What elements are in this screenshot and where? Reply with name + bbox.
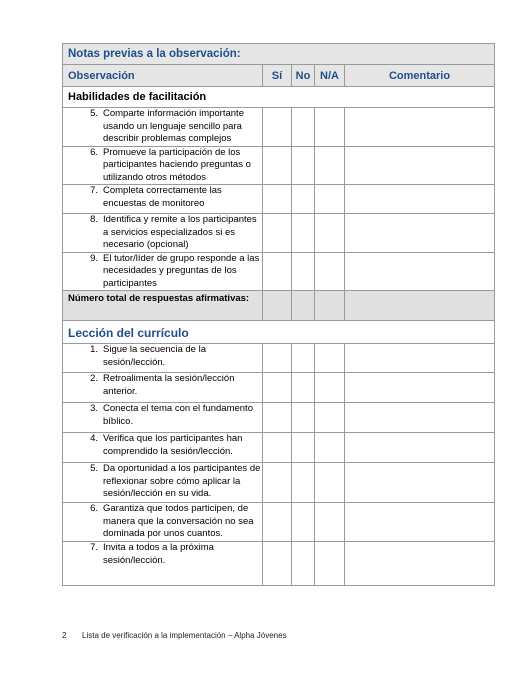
yes-cell[interactable] [263,146,292,185]
item-number: 5. [90,108,98,119]
header-comment: Comentario [345,65,495,87]
table-row [63,214,495,253]
table-row [63,403,495,433]
table-row [63,373,495,403]
item-number: 1. [90,344,98,355]
table-row [63,463,495,503]
na-cell[interactable] [315,463,345,503]
table-header-row [63,65,495,87]
comment-cell[interactable] [345,503,495,542]
section-title-facilitation: Habilidades de facilitación [63,87,495,108]
na-cell[interactable] [315,108,345,147]
total-comment-cell[interactable] [345,291,495,321]
na-cell[interactable] [315,214,345,253]
yes-cell[interactable] [263,503,292,542]
total-no-cell[interactable] [292,291,315,321]
na-cell[interactable] [315,433,345,463]
header-observation: Observación [63,65,263,87]
header-na: N/A [315,65,345,87]
table-row [63,542,495,586]
yes-cell[interactable] [263,344,292,373]
comment-cell[interactable] [345,463,495,503]
item-number: 7. [90,542,98,553]
item-text: Verifica que los participantes han comprendido la sesión/lección. [103,433,243,457]
no-cell[interactable] [292,373,315,403]
table-row [63,433,495,463]
comment-cell[interactable] [345,252,495,291]
no-cell[interactable] [292,463,315,503]
total-yes-cell[interactable] [263,291,292,321]
yes-cell[interactable] [263,252,292,291]
notes-row [63,44,495,65]
item-number: 5. [90,463,98,474]
item-number: 2. [90,373,98,384]
na-cell[interactable] [315,146,345,185]
yes-cell[interactable] [263,433,292,463]
footer-text: Lista de verificación a la implementación – Alpha Jóvenes [82,631,287,640]
yes-cell[interactable] [263,373,292,403]
na-cell[interactable] [315,403,345,433]
item-text: Da oportunidad a los participantes de reflexionar sobre cómo aplicar la sesión/lección en su vida. [103,463,261,499]
item-number: 4. [90,433,98,444]
item-text: Identifica y remite a los participantes a servicios especializados si es necesario (opcional) [103,214,257,250]
na-cell[interactable] [315,503,345,542]
item-number: 6. [90,146,98,158]
total-label: Número total de respuestas afirmativas: [63,291,263,321]
observation-checklist-table [62,43,495,586]
no-cell[interactable] [292,185,315,214]
item-text: Garantiza que todos participen, de manera que la conversación no sea dominada por unos cuantos. [103,503,254,539]
header-yes: Sí [263,65,292,87]
no-cell[interactable] [292,214,315,253]
item-number: 6. [90,503,98,514]
page-number: 2 [62,631,67,640]
item-text: Promueve la participación de los participantes haciendo preguntas o utilizando otros métodos [103,146,251,183]
comment-cell[interactable] [345,146,495,185]
na-cell[interactable] [315,373,345,403]
no-cell[interactable] [292,403,315,433]
item-number: 9. [90,252,98,264]
yes-cell[interactable] [263,214,292,253]
comment-cell[interactable] [345,108,495,147]
section-title-curriculum: Lección del currículo [63,321,495,344]
yes-cell[interactable] [263,185,292,214]
table-row [63,108,495,147]
item-text: Completa correctamente las encuestas de monitoreo [103,185,222,209]
header-no: No [292,65,315,87]
no-cell[interactable] [292,108,315,147]
comment-cell[interactable] [345,344,495,373]
item-text: Invita a todos a la próxima sesión/lección. [103,542,214,566]
item-text: Retroalimenta la sesión/lección anterior. [103,373,235,397]
page-footer [62,631,287,640]
comment-cell[interactable] [345,373,495,403]
comment-cell[interactable] [345,214,495,253]
item-number: 3. [90,403,98,414]
comment-cell[interactable] [345,403,495,433]
total-row [63,291,495,321]
section-facilitation-row [63,87,495,108]
no-cell[interactable] [292,344,315,373]
yes-cell[interactable] [263,403,292,433]
table-row [63,185,495,214]
no-cell[interactable] [292,146,315,185]
total-na-cell[interactable] [315,291,345,321]
item-text: Sigue la secuencia de la sesión/lección. [103,344,206,368]
yes-cell[interactable] [263,108,292,147]
table-row [63,252,495,291]
notes-label: Notas previas a la observación: [63,44,495,65]
na-cell[interactable] [315,344,345,373]
comment-cell[interactable] [345,433,495,463]
no-cell[interactable] [292,252,315,291]
na-cell[interactable] [315,185,345,214]
no-cell[interactable] [292,503,315,542]
table-row [63,344,495,373]
comment-cell[interactable] [345,542,495,586]
na-cell[interactable] [315,542,345,586]
item-text: Conecta el tema con el fundamento bíblico. [103,403,253,427]
na-cell[interactable] [315,252,345,291]
yes-cell[interactable] [263,463,292,503]
table-row [63,503,495,542]
yes-cell[interactable] [263,542,292,586]
item-text: El tutor/líder de grupo responde a las necesidades y preguntas de los participantes [103,252,260,289]
item-number: 8. [90,214,98,225]
section-curriculum-row [63,321,495,344]
no-cell[interactable] [292,433,315,463]
no-cell[interactable] [292,542,315,586]
item-number: 7. [90,185,98,196]
table-row [63,146,495,185]
comment-cell[interactable] [345,185,495,214]
item-text: Comparte información importante usando un lenguaje sencillo para describir problemas complejos [103,108,244,144]
